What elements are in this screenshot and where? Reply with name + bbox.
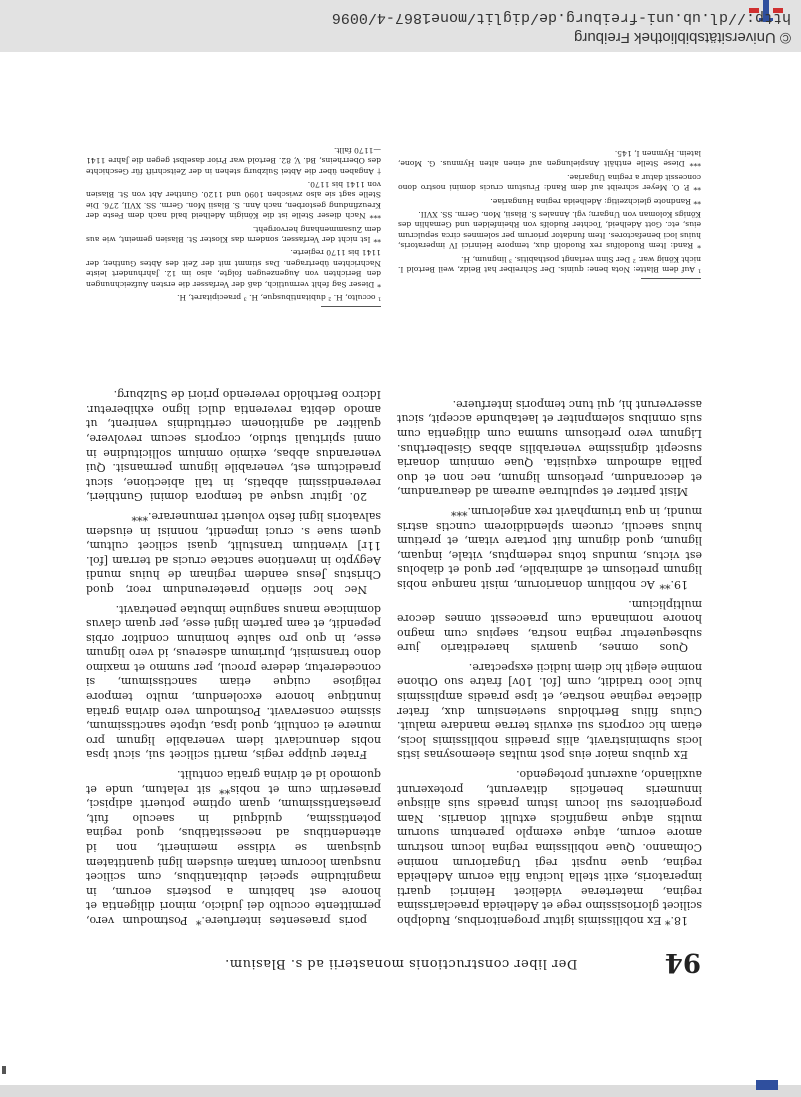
footnote: ¹ Auf dem Blatte: Nota bene: quinis. Der Schreiber hat Beidz, weil Bertold I. nicht König war. ² Der Sinn verlangt posthabitis. ³ lingnum, H. <box>398 254 701 274</box>
footnote: * Dieser Sag fehlt vermutlich, daß der Verfasser die ersten Aufzeichnungen den Berichten von Augenzeugen folgte, also im 12. Jahrhundert leiste Nachrichten übertragen. Das stimmt mit der Zeit des Abtes Gunther, der 1141 bis 1170 regierte. <box>86 248 381 289</box>
paragraph: 20. Igitur usque ad tempora domini Gunthieri, reverendissimi abbatis, in tali abiectione, sicut praedictum est, venerabile lignum permansit. Qui venerandus abbas, eximio omnium sollicitudine in omni spirituali studio, corporis secum revolvere, qualiter ad agnitionem certitudinis venirent, ut amodo debita reverentia dulci ligno exhiberetur. Idcirco Bertholdo reverendo priori de Sulzburg. <box>86 388 381 504</box>
footnote-rule <box>641 278 701 279</box>
paragraph: 18.* Ex nobilissimis igitur progenitoribus, Rudolpho scilicet gloriosissimo rege et Adelheida praeclarissima regina, materterae videlicet Heinrici quarti imperatoris, exiit stella lucifua filia eorum Adelheida regina, quae nupsit regi Ungariorum nomine Colmanno. Quae nobilissima regina locum nostrum amore eorum, atque exemplo parentum suorum multis atque magnificis extulit donariis. Nam progenitores sui locum istum praedis suis aliisque innumeris beneficiis ditaverunt, protexerunt auxiliando, auxerunt protegendo. <box>397 768 702 927</box>
paragraph: Frater quippe regis, mariti scilicet sui, sicut ipsa nobis denunciavit idem venerabile lignum pro munere ei contulit, quod ipsa, utpote sanctissimum, sissime conservavit. Postmodum vero divina gratia inuntique honore excolendum, multo tempore religiose cuique etiam sanctissimum, si concederetur, dedere procul, per summo et maximo dono transmisit, plurimum adsereus, id vero lignum esse, in quo pro salute hominum conditor orbis pependit, et eam partem ligni esse, per quam clavus dominicae manus sanguine imbutae penetravit. <box>86 602 381 762</box>
footnote: *** Diese Stelle enthält Anspielungen auf einen alten Hymnus. G. Mone, latein. Hymnen I, 145. <box>398 148 701 169</box>
page-header <box>101 935 701 979</box>
running-head: Der liber constructionis monasterii ad s. Blasium. <box>224 956 578 971</box>
paragraph: Quos omnes, quamvis haereditario jure subsequeretur regina nostra, saepius cum magno honore nominanda cum praecessit omnes decore multiplicium. <box>397 597 702 655</box>
paragraph: poris praesentes interfuere.* Postmodum vero, permittente occulto dei judicio, minori diligentia et honore est habitum a posteris eorum, in magnitudine speciei dubitantibus, cum scilicet nusquam locorum tantam eiusdem ligni quantitatem quisquam se vidisse meminerit, non id attendentibus ad necessitatibus, quod regina potentissima, quidquid in saeculo fuit, praestantissimum, quam optime potuerit adipisci, praesertim cum et nobis** sit relatum, unde et quomodo id et divina gratia contulit. <box>86 768 381 927</box>
text-column-left <box>397 277 702 927</box>
paragraph: Misit pariter et sepulturae auream ad deaurandum, et decorandum, pretiosum lignum, nec non et duo pallia admodum exquisita. Quae omnium donaria suscepit dignissime venerabilis abbas Giselberthus. Lignum vero pretiosum summa cum diligentia cum suis omnibus solempniter et laetabunde accepit, sicut asserverunt hi, qui tunc temporis interfuere. <box>397 397 702 499</box>
footnotes-right <box>86 141 381 307</box>
footnote: *** Nach dieser Stelle ist die Königin Adelheid bald nach dem Feste der Kreuzfindung gestorben, nach Ann. S. Blasii Mon. Germ. SS. XVII, 276. Die Stelle sagt sie also zwischen 1090 und 1120. Gunther Abt von St. Blasien von 1141 bis 1170. <box>86 179 381 221</box>
footnote: ** Ist nicht der Verfasser, sondern das Kloster St. Blasien gemeint, wie aus dem Zusammenhang hervorgeht. <box>86 224 381 244</box>
footnote: ** P. O. Meyer schreibt auf dem Rand: Frustum crucis domini nostro dono concessit datur a regina Ungariae. <box>398 172 701 193</box>
paragraph: Nec hoc silentio praetereundum reor, quod Christus Jesus eandem reginam de huius mundi Aegypto in inventione sanctae crucis ad terram [fol. 11r] viventium transtulit, quasi scilicet cultum, quem suae s. cruci impendit, nonnisi in eiusdem salvatoris ligni festo voluerit remunerare.*** <box>86 509 381 596</box>
footnote-rule <box>321 306 381 307</box>
paragraph: Ex quibus maior eius post multas eleemosynas istis locis subministravit, aliis praediis nobilissimis locis, etiam hic corporis sui exuviis terrae mandare maluit. Cuius filius Bertholdus sueviensium dux, frater dilectae reginae nostrae, et ipse praedis amplissimis huic loco tradidit, cum [fol. 10v] fratre suo Othone nomine elegit hic diem iudicii exspectare. <box>397 660 702 762</box>
copyright-notice: © Universitätsbibliothek Freiburg <box>574 29 791 46</box>
footnote: ** Randnote gleichzeitig: Adelheida regina Hungariae. <box>490 196 701 206</box>
digitization-banner <box>0 0 801 52</box>
footnote: † Angaben über die Abtei Sulzburg stehen in der Zeitschrift für Geschichte des Oberrheins, Bd. V, 82. Bertold war Prior daselbst gegen die Jahre 1141—1170 fallt. <box>86 145 381 176</box>
footnotes-left <box>398 145 701 279</box>
footnote: ¹ occulto, H. ² dubitantibusque, H. ³ praecipitaret, H. <box>177 293 381 302</box>
permalink[interactable]: http://dl.ub.uni-freiburg.de/diglit/mone1867-4/0096 <box>331 9 791 26</box>
paragraph: 19.** Ac nobilium donariorum, misit namque nobis lignum pretiosum et admirabile, per quod et diabolus est victus, mundus totus redemptus, vitale, inquam, lignum, quod dignum fuit portare vitam, et pretium huius saeculi, crucem splendidiorem cunctis astris mundi, in qua triumphavit rex angelorum.*** <box>397 504 702 591</box>
page-number: 94 <box>664 947 701 977</box>
footnote: * Rand: Item Ruodolfus rex Ruodolfi dux, tempore Heinrici IV imperatoris, huius loci benefactores. Item fundator priorum per solemnes circa sepulcrum eius, etc. Gott Adelheid, Tochter Rudolfs von Rheinfelden und Gemahlin des Königs Koloman von Ungarn; vgl. Annales S. Blasii, Mon. Germ. SS. XVII. <box>398 209 701 251</box>
text-column-right <box>86 317 381 927</box>
